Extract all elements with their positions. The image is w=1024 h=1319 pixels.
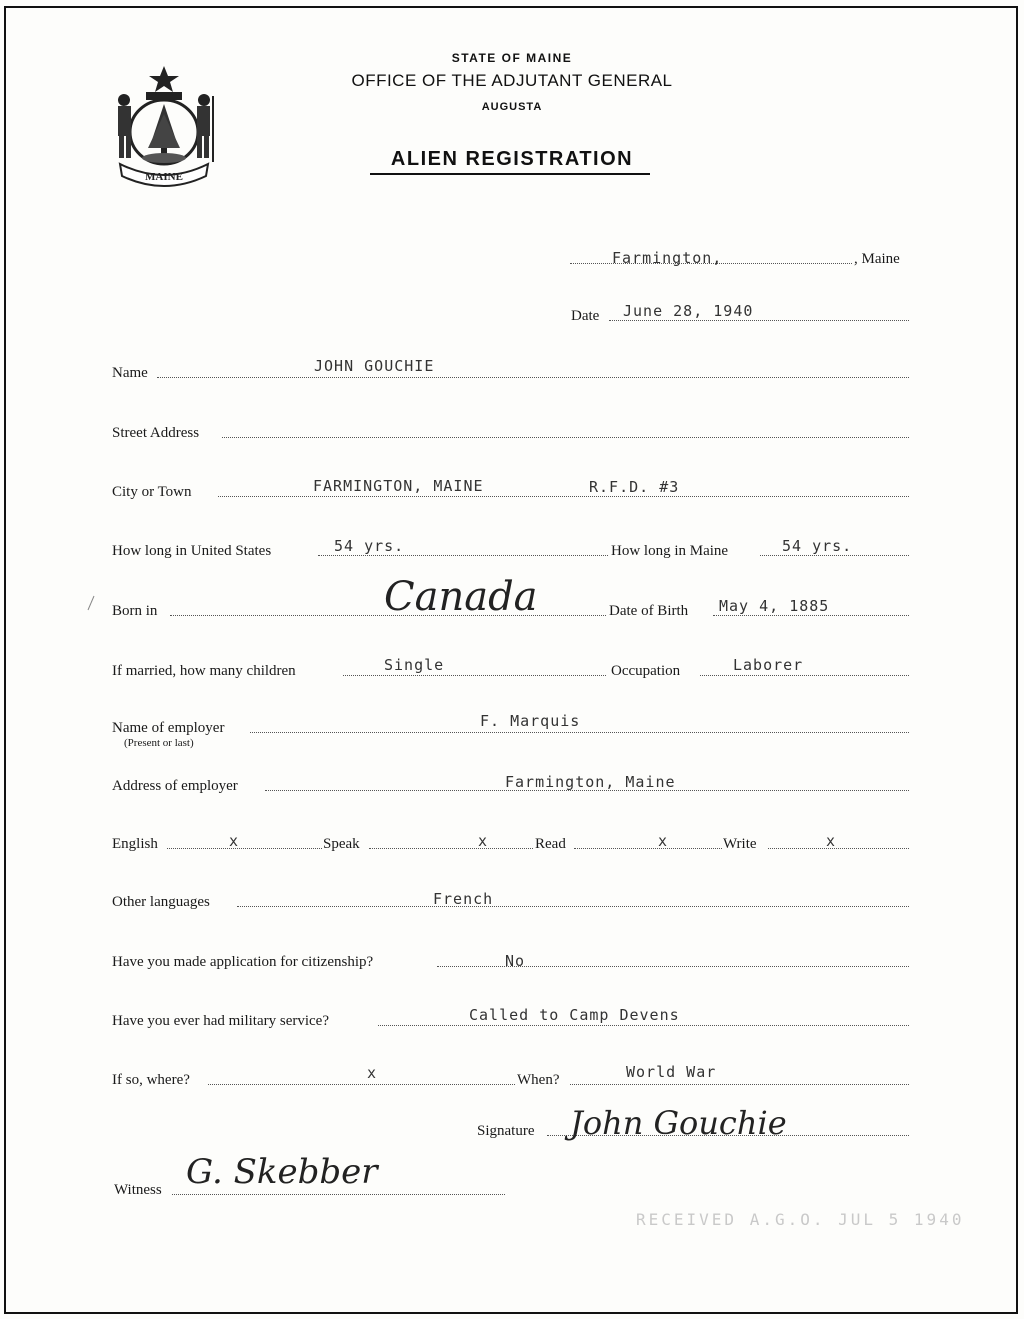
military-label: Have you ever had military service?: [112, 1013, 329, 1029]
born-in-value: Canada: [384, 574, 538, 620]
where-line: [208, 1084, 515, 1085]
english-line: [167, 848, 322, 849]
citizenship-label: Have you made application for citizenship?: [112, 954, 374, 970]
seal-banner-text: MAINE: [145, 171, 183, 183]
title-underline: [370, 173, 650, 175]
page-border: [4, 6, 1018, 1314]
occupation-value: Laborer: [733, 656, 804, 674]
speak-value: x: [478, 832, 489, 850]
dob-value: May 4, 1885: [719, 597, 830, 615]
employer-sublabel: (Present or last): [124, 737, 194, 749]
where-value: x: [367, 1064, 378, 1082]
signature-value: John Gouchie: [570, 1104, 787, 1142]
write-label: Write: [723, 836, 757, 852]
name-line: [157, 377, 909, 378]
born-in-label: Born in: [112, 603, 158, 619]
where-label: If so, where?: [112, 1072, 190, 1088]
occupation-label: Occupation: [611, 663, 681, 679]
citizenship-value: No: [505, 952, 526, 970]
when-value: World War: [626, 1063, 717, 1081]
witness-value: G. Skebber: [186, 1152, 378, 1192]
write-value: x: [826, 832, 837, 850]
city-heading: AUGUSTA: [481, 101, 543, 113]
occupation-line: [700, 675, 909, 676]
city-town-value: FARMINGTON, MAINE: [313, 477, 484, 495]
english-value: x: [229, 832, 240, 850]
street-label: Street Address: [112, 425, 200, 441]
dob-line: [713, 615, 909, 616]
how-long-maine-line: [760, 555, 909, 556]
english-label: English: [112, 836, 158, 852]
maine-label: , Maine: [854, 251, 900, 267]
children-label: If married, how many children: [112, 663, 296, 679]
how-long-us-line: [318, 555, 608, 556]
other-languages-line: [237, 906, 909, 907]
write-line: [768, 848, 909, 849]
employer-address-label: Address of employer: [112, 778, 238, 794]
other-languages-value: French: [433, 890, 494, 908]
pencil-mark: [86, 594, 96, 612]
employer-value: F. Marquis: [480, 712, 581, 730]
form-title: ALIEN REGISTRATION: [390, 148, 634, 170]
name-label: Name: [112, 365, 148, 381]
other-languages-label: Other languages: [112, 894, 210, 910]
how-long-maine-label: How long in Maine: [611, 543, 729, 559]
town-value: Farmington,: [612, 249, 723, 267]
office-heading: OFFICE OF THE ADJUTANT GENERAL: [351, 71, 673, 90]
date-label: Date: [571, 308, 600, 324]
speak-label: Speak: [323, 836, 360, 852]
dob-label: Date of Birth: [609, 603, 689, 619]
how-long-maine-value: 54 yrs.: [782, 537, 853, 555]
read-label: Read: [535, 836, 566, 852]
military-line: [378, 1025, 909, 1026]
rfd-value: R.F.D. #3: [589, 478, 680, 496]
received-stamp: RECEIVED A.G.O. JUL 5 1940: [636, 1210, 965, 1229]
street-line: [222, 437, 909, 438]
date-line: [609, 320, 909, 321]
speak-line: [369, 848, 533, 849]
when-label: When?: [517, 1072, 560, 1088]
name-value: JOHN GOUCHIE: [314, 357, 435, 375]
read-line: [574, 848, 722, 849]
city-town-line: [218, 496, 909, 497]
witness-label: Witness: [114, 1182, 162, 1198]
children-line: [343, 675, 606, 676]
state-heading: STATE OF MAINE: [451, 51, 573, 65]
city-town-label: City or Town: [112, 484, 192, 500]
employer-label: Name of employer: [112, 720, 225, 736]
witness-line: [172, 1194, 505, 1195]
how-long-us-label: How long in United States: [112, 543, 272, 559]
children-value: Single: [384, 656, 445, 674]
military-value: Called to Camp Devens: [469, 1006, 680, 1024]
when-line: [570, 1084, 909, 1085]
date-value: June 28, 1940: [623, 302, 754, 320]
employer-line: [250, 732, 909, 733]
employer-address-value: Farmington, Maine: [505, 773, 676, 791]
read-value: x: [658, 832, 669, 850]
signature-label: Signature: [477, 1123, 535, 1139]
how-long-us-value: 54 yrs.: [334, 537, 405, 555]
